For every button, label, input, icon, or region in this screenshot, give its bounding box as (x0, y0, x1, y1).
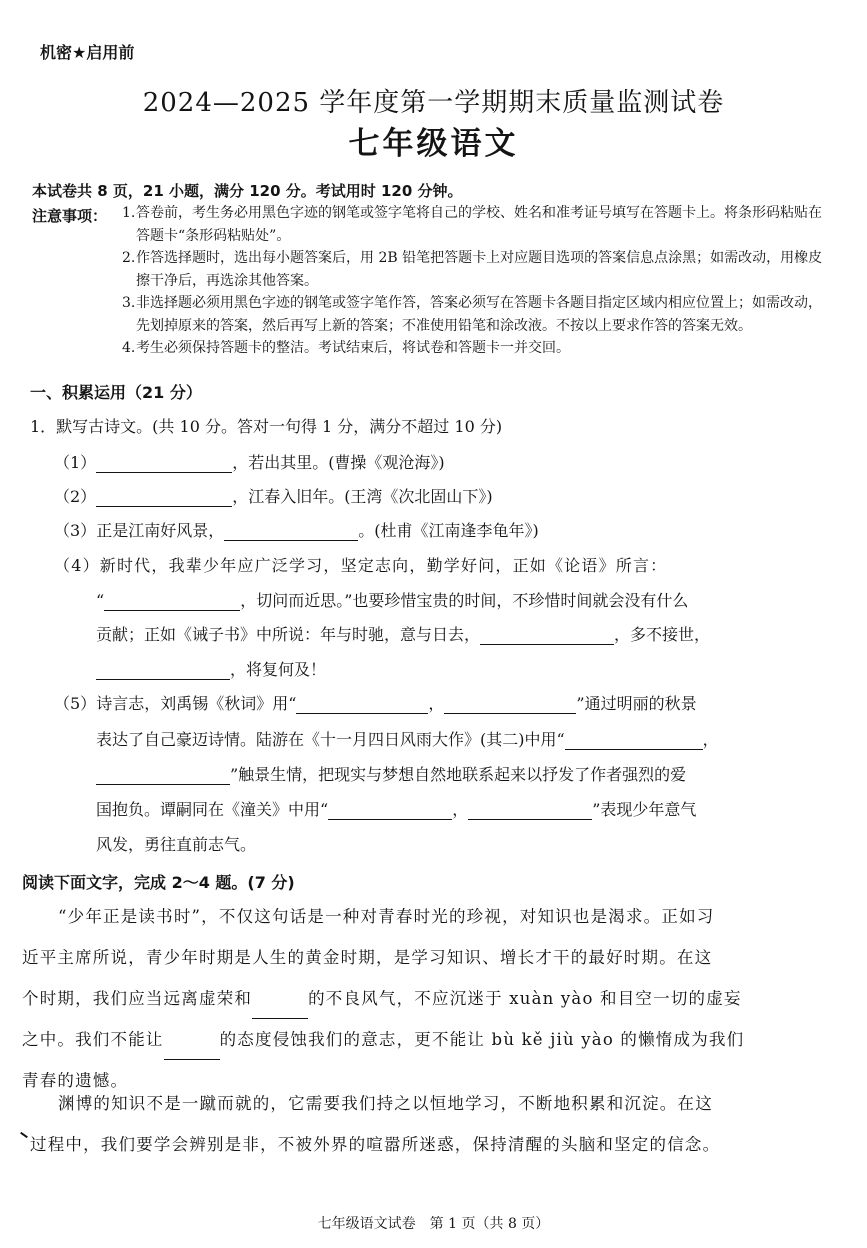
subquestion-text: 新时代，我辈少年应广泛学习，坚定志向，勤学好问，正如《论语》所言： (99, 556, 668, 575)
subquestion-text: ”表现少年意气 (592, 800, 697, 819)
subquestion-text: ， (428, 694, 445, 713)
paragraph-text: 个时期，我们应当远离虚荣和 (22, 989, 253, 1008)
notice-item-text: 考生必须保持答题卡的整洁。考试结束后，将试卷和答题卡一并交回。 (136, 340, 570, 356)
quote-mark: “ (96, 591, 105, 610)
paragraph-line: 青春的遗憾。 (22, 1071, 129, 1090)
reading-instructions: 阅读下面文字，完成 2～4 题。(7 分) (22, 873, 295, 892)
subquestion-text: ，切问而近思。”也要珍惜宝贵的时间，不珍惜时间就会没有什么 (240, 591, 689, 610)
subquestion-text: 风发，勇往直前志气。 (96, 835, 257, 854)
subquestion-5-line-5 (96, 832, 256, 855)
subquestion-1 (54, 450, 445, 473)
subquestion-text: 表达了自己豪迈诗情。陆游在《十一月四日风雨大作》(其二)中用“ (96, 730, 565, 749)
confidential-label: 机密★启用前 (40, 43, 135, 62)
notice-item-number: 4. (122, 340, 136, 356)
subquestion-5 (54, 691, 697, 714)
subquestion-4 (54, 553, 667, 576)
notice-item-number: 1. (122, 205, 136, 221)
subquestion-text: ， (452, 800, 469, 819)
notice-item (122, 337, 832, 360)
notice-item-text: 作答选择题时，选出每小题答案后，用 2B 铅笔把答题卡上对应题目选项的答案信息点涂黑；如需改动，用橡皮擦干净后，再选涂其他答案。 (136, 250, 823, 289)
subquestion-text: ，江春入旧年。(王湾《次北固山下》) (232, 487, 493, 506)
exam-info: 本试卷共 8 页，21 小题，满分 120 分。考试用时 120 分钟。 (32, 182, 463, 200)
paragraph-line: 渊博的知识不是一蹴而就的，它需要我们持之以恒地学习，不断地积累和沉淀。在这 (58, 1094, 713, 1113)
answer-blank[interactable] (328, 801, 452, 820)
subquestion-text: ， (702, 730, 719, 749)
notice-label: 注意事项： (32, 207, 108, 225)
paragraph-line (22, 978, 832, 1019)
notice-item (122, 247, 832, 292)
subquestion-5-line-3 (96, 762, 686, 785)
subquestion-text: 。(杜甫《江南逢李龟年》) (358, 521, 539, 540)
subquestion-5-line-2 (96, 727, 719, 750)
subquestion-text: ”通过明丽的秋景 (576, 694, 697, 713)
subquestion-text: ，若出其里。(曹操《观沧海》) (232, 453, 445, 472)
answer-blank[interactable] (164, 1041, 220, 1060)
answer-blank[interactable] (468, 801, 592, 820)
answer-blank[interactable] (96, 766, 230, 785)
answer-blank[interactable] (296, 695, 428, 714)
reading-paragraph-1 (22, 896, 832, 1101)
paragraph-text: 之中。我们不能让 (22, 1030, 164, 1049)
paragraph-text: 的态度侵蚀我们的意志，更不能让 bù kě jiù yào 的懒惰成为我们 (219, 1030, 745, 1049)
paragraph-text: 的不良风气，不应沉迷于 xuàn yào 和目空一切的虚妄 (308, 989, 742, 1008)
subquestion-2 (54, 484, 493, 507)
subquestion-number: （4） (54, 556, 100, 575)
notice-list (122, 202, 832, 360)
subquestion-text: 正是江南好风景， (96, 521, 225, 540)
exam-title: 2024—2025 学年度第一学期期末质量监测试卷 (142, 88, 725, 118)
subquestion-number: （2） (54, 487, 97, 506)
paragraph-line: “少年正是读书时”，不仅这句话是一种对青春时光的珍视，对知识也是渴求。正如习 (58, 907, 715, 926)
answer-blank[interactable] (104, 592, 240, 611)
notice-item-text: 答卷前，考生务必用黑色字迹的钢笔或签字笔将自己的学校、姓名和准考证号填写在答题卡上。将条形码粘贴在答题卡“条形码粘贴处”。 (136, 205, 822, 244)
subquestion-text: 诗言志，刘禹锡《秋词》用“ (96, 694, 297, 713)
subquestion-text: 贡献；正如《诫子书》中所说：年与时驰，意与日去， (96, 625, 481, 644)
subquestion-text: ”触景生情，把现实与梦想自然地联系起来以抒发了作者强烈的爱 (230, 765, 687, 784)
exam-subtitle: 七年级语文 (348, 126, 519, 162)
subquestion-text: 国抱负。谭嗣同在《潼关》中用“ (96, 800, 329, 819)
subquestion-3 (54, 518, 539, 541)
paragraph-line (22, 1019, 832, 1060)
subquestion-4-line-4 (96, 657, 326, 680)
answer-blank[interactable] (96, 488, 232, 507)
reading-paragraph-2 (22, 1083, 832, 1165)
notice-item (122, 202, 832, 247)
notice-item-number: 2. (122, 250, 136, 266)
paragraph-line: 近平主席所说，青少年时期是人生的黄金时期，是学习知识、增长才干的最好时期。在这 (22, 948, 713, 967)
subquestion-4-line-2 (96, 588, 688, 611)
answer-blank[interactable] (444, 695, 576, 714)
question-1-stem: 1．默写古诗文。(共 10 分。答对一句得 1 分，满分不超过 10 分) (30, 417, 503, 436)
answer-blank[interactable] (224, 522, 358, 541)
answer-blank[interactable] (252, 1000, 308, 1019)
answer-blank[interactable] (96, 661, 230, 680)
subquestion-number: （5） (54, 694, 97, 713)
subquestion-4-line-3 (96, 622, 710, 645)
subquestion-text: ，将复何及！ (230, 660, 327, 679)
paragraph-line: 过程中，我们要学会辨别是非，不被外界的喧嚣所迷惑，保持清醒的头脑和坚定的信念。 (30, 1135, 721, 1154)
page-footer: 七年级语文试卷 第 1 页（共 8 页） (317, 1216, 550, 1232)
section-heading: 一、积累运用（21 分） (30, 383, 202, 402)
notice-item-number: 3. (122, 295, 136, 311)
answer-blank[interactable] (480, 626, 614, 645)
subquestion-number: （1） (54, 453, 97, 472)
answer-blank[interactable] (565, 731, 703, 750)
answer-blank[interactable] (96, 454, 232, 473)
subquestion-text: ，多不接世， (614, 625, 711, 644)
subquestion-5-line-4 (96, 797, 696, 820)
subquestion-number: （3） (54, 521, 97, 540)
notice-item (122, 292, 832, 337)
notice-item-text: 非选择题必须用黑色字迹的钢笔或签字笔作答，答案必须写在答题卡各题目指定区域内相应位置上；如需改动，先划掉原来的答案，然后再写上新的答案；不准使用铅笔和涂改液。不按以上要求作答的答案无效。 (136, 295, 822, 334)
